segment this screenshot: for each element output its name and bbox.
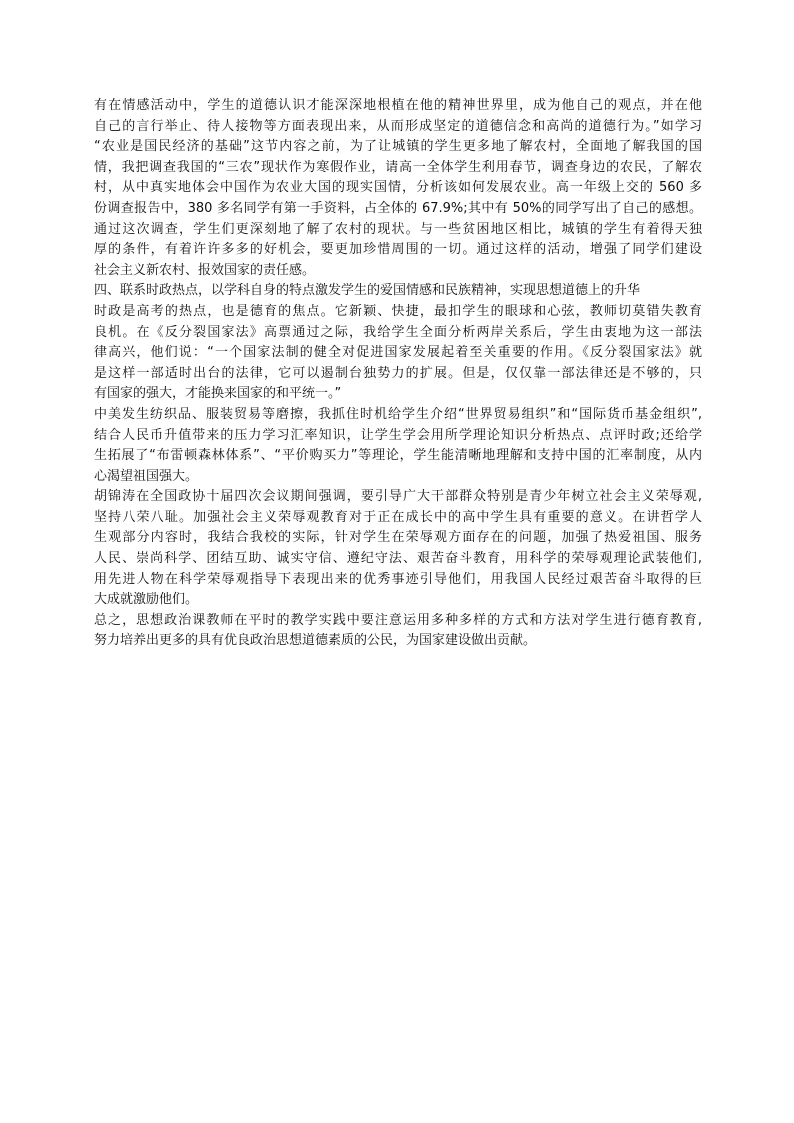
text-line: 良机。在《反分裂国家法》高票通过之际，我给学生全面分析两岸关系后，学生由衷地为这一部法: [94, 324, 702, 340]
text-line: “农业是国民经济的基础”这节内容之前，为了让城镇的学生更多地了解农村，全面地了解我国的国: [94, 139, 702, 155]
text-line: 大成就激励他们。: [94, 592, 199, 608]
text-line: 胡锦涛在全国政协十届四次会议期间强调，要引导广大干部群众特别是青少年树立社会主义荣辱观,: [94, 489, 702, 505]
text-line: 用先进人物在科学荣辱观指导下表现出来的优秀事迹引导他们，用我国人民经过艰苦奋斗取得的巨: [94, 571, 702, 587]
text-line: 村，从中真实地体会中国作为农业大国的现实国情，分析该如何发展农业。高一年级上交的 560 多: [94, 180, 702, 196]
text-line: 时政是高考的热点，也是德育的焦点。它新颖、快捷，最扣学生的眼球和心弦，教师切莫错失教育: [94, 303, 702, 319]
text-line: 生拓展了“布雷顿森林体系”、“平价购买力”等理论，学生能清晰地理解和支持中国的汇率制度，从内: [94, 448, 702, 464]
text-line: 社会主义新农村、报效国家的责任感。: [94, 262, 316, 278]
text-line: 份调查报告中，380 多名同学有第一手资料，占全体的 67.9%;其中有 50%的同学写出了自己的感想。: [94, 200, 702, 216]
text-line: 努力培养出更多的具有优良政治思想道德素质的公民，为国家建设做出贡献。: [94, 633, 537, 649]
text-line: 自己的言行举止、待人接物等方面表现出来，从而形成坚定的道德信念和高尚的道德行为。”如学习: [94, 118, 702, 134]
text-line: 中美发生纺织品、服装贸易等磨擦，我抓住时机给学生介绍“世界贸易组织”和“国际货币基金组织”,: [94, 406, 702, 422]
text-line: 人民、崇尚科学、团结互助、诚实守信、遵纪守法、艰苦奋斗教育，用科学的荣辱观理论武装他们,: [94, 551, 702, 567]
text-line: 通过这次调查，学生们更深刻地了解了农村的现状。与一些贫困地区相比，城镇的学生有着得天独: [94, 221, 702, 237]
section-heading: 四、联系时政热点，以学科自身的特点激发学生的爱国情感和民族精神，实现思想道德上的升华: [94, 283, 641, 299]
text-line: 生观部分内容时，我结合我校的实际，针对学生在荣辱观方面存在的问题，加强了热爱祖国、服务: [94, 530, 702, 546]
text-line: 结合人民币升值带来的压力学习汇率知识，让学生学会用所学理论知识分析热点、点评时政;还给学: [94, 427, 702, 443]
document-body: [94, 96, 702, 652]
text-line: 坚持八荣八耻。加强社会主义荣辱观教育对于正在成长中的高中学生具有重要的意义。在讲哲学人: [94, 509, 702, 525]
text-line: 有在情感活动中，学生的道德认识才能深深地根植在他的精神世界里，成为他自己的观点，并在他: [94, 98, 702, 113]
text-line: 厚的条件，有着许许多多的好机会，要更加珍惜周围的一切。通过这样的活动，增强了同学们建设: [94, 242, 702, 258]
text-line: 有国家的强大，才能换来国家的和平统一。”: [94, 386, 342, 402]
text-line: 心渴望祖国强大。: [94, 468, 199, 484]
text-line: 总之，思想政治课教师在平时的教学实践中要注意运用多种多样的方式和方法对学生进行德育教育,: [94, 612, 702, 628]
text-line: 律高兴，他们说：“一个国家法制的健全对促进国家发展起着至关重要的作用。《反分裂国家法》就: [94, 345, 702, 361]
text-line: 是这样一部适时出台的法律，它可以遏制台独势力的扩展。但是，仅仅靠一部法律还是不够的，只: [94, 365, 702, 381]
text-line: 情，我把调查我国的“三农”现状作为寒假作业，请高一全体学生利用春节，调查身边的农民，了解农: [94, 159, 702, 175]
